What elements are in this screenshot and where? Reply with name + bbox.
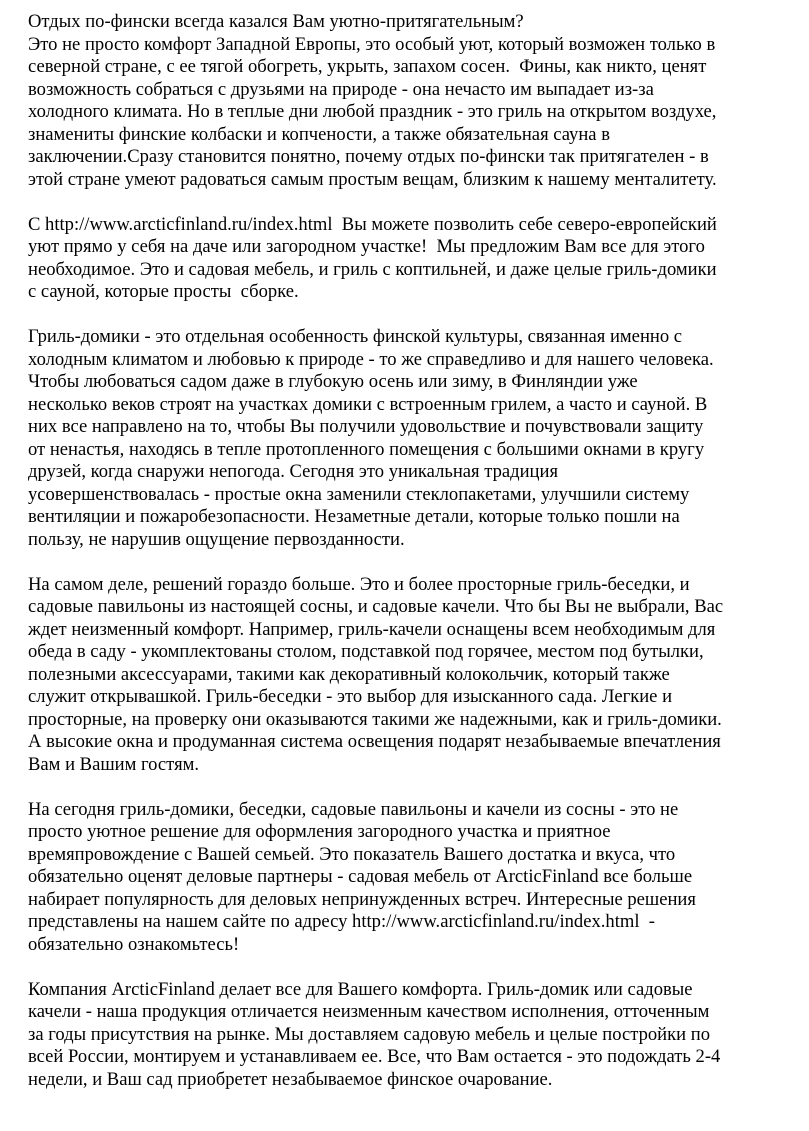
text-line: ждет неизменный комфорт. Например, гриль-качели оснащены всем необходимым для xyxy=(28,618,716,640)
paragraph xyxy=(28,979,788,1092)
paragraph-spacer xyxy=(28,191,788,214)
text-line: холодного климата. Но в теплые дни любой праздник - это гриль на открытом воздухе, xyxy=(28,101,717,122)
text-line: всей России, монтируем и устанавливаем ее. Все, что Вам остается - это подождать 2-4 xyxy=(28,1046,721,1067)
text-line: усовершенствовалась - простые окна заменили стеклопакетами, улучшили систему xyxy=(28,483,690,505)
text-line: обеда в саду - укомплектованы столом, подставкой под горячее, местом под бутылки, xyxy=(28,641,704,662)
text-line: недели, и Ваш сад приобретет незабываемое финское очарование. xyxy=(28,1068,553,1090)
text-line: На самом деле, решений гораздо больше. Это и более просторные гриль-беседки, и xyxy=(28,573,690,595)
text-line: знамениты финские колбаски и копчености, а также обязательная сауна в xyxy=(28,123,610,145)
text-line: за годы присутствия на рынке. Мы доставляем садовую мебель и целые постройки по xyxy=(28,1023,711,1045)
paragraph xyxy=(28,326,788,551)
text-line: Отдых по-фински всегда казался Вам уютно-притягательным? xyxy=(28,11,524,32)
text-line: заключении.Сразу становится понятно, почему отдых по-фински так притягателен - в xyxy=(28,146,709,167)
text-line: садовые павильоны из настоящей сосны, и садовые качели. Что бы Вы не выбрали, Вас xyxy=(28,596,724,617)
text-line: уют прямо у себя на даче или загородном участке! Мы предложим Вам все для этого xyxy=(28,236,705,257)
paragraph xyxy=(28,11,788,191)
text-line: набирает популярность для деловых непринужденных встреч. Интересные решения xyxy=(28,888,696,910)
paragraph-spacer xyxy=(28,956,788,979)
document-page xyxy=(28,11,788,1091)
text-line: от ненастья, находясь в тепле протопленного помещения с большими окнами в кругу xyxy=(28,438,705,460)
text-line: Вам и Вашим гостям. xyxy=(28,753,200,775)
text-line: необходимое. Это и садовая мебель, и гриль с коптильней, и даже целые гриль-домики xyxy=(28,258,717,280)
text-line: обязательно оценят деловые партнеры - садовая мебель от ArcticFinland все больше xyxy=(28,866,693,887)
text-line: Гриль-домики - это отдельная особенность финской культуры, связанная именно с xyxy=(28,326,683,347)
text-line: друзей, когда снаружи непогода. Сегодня это уникальная традиция xyxy=(28,461,559,482)
paragraph-spacer xyxy=(28,776,788,799)
text-line: пользу, не нарушив ощущение первозданности. xyxy=(28,528,405,550)
text-line: Компания ArcticFinland делает все для Вашего комфорта. Гриль-домик или садовые xyxy=(28,978,693,1000)
text-line: обязательно ознакомьтесь! xyxy=(28,933,240,955)
text-line: времяпровождение с Вашей семьей. Это показатель Вашего достатка и вкуса, что xyxy=(28,843,676,865)
text-line: этой стране умеют радоваться самым простым вещам, близким к нашему менталитету. xyxy=(28,168,717,190)
paragraph-spacer xyxy=(28,304,788,327)
text-line: представлены на нашем сайте по адресу http://www.arcticfinland.ru/index.html - xyxy=(28,911,655,932)
text-line: просто уютное решение для оформления загородного участка и приятное xyxy=(28,821,611,842)
text-line: Это не просто комфорт Западной Европы, это особый уют, который возможен только в xyxy=(28,33,716,55)
text-line: северной стране, с ее тягой обогреть, укрыть, запахом сосен. Фины, как никто, ценят xyxy=(28,56,707,77)
paragraph xyxy=(28,214,788,304)
text-line: полезными аксессуарами, такими как декоративный колокольчик, который также xyxy=(28,663,670,685)
text-line: На сегодня гриль-домики, беседки, садовые павильоны и качели из сосны - это не xyxy=(28,798,679,820)
text-line: с сауной, которые просты сборке. xyxy=(28,281,299,302)
text-line: А высокие окна и продуманная система освещения подарят незабываемые впечатления xyxy=(28,731,721,752)
text-line: качели - наша продукция отличается неизменным качеством исполнения, отточенным xyxy=(28,1001,710,1022)
text-line: них все направлено на то, чтобы Вы получили удовольствие и почувствовали защиту xyxy=(28,416,704,437)
paragraph xyxy=(28,574,788,777)
text-line: несколько веков строят на участках домики с встроенным грилем, а часто и сауной. В xyxy=(28,393,708,415)
text-line: служит открывашкой. Гриль-беседки - это выбор для изысканного сада. Легкие и xyxy=(28,686,673,707)
text-line: С http://www.arcticfinland.ru/index.html Вы можете позволить себе северо-европейский xyxy=(28,213,717,235)
text-line: возможность собраться с друзьями на природе - она нечасто им выпадает из-за xyxy=(28,78,654,100)
text-line: Чтобы любоваться садом даже в глубокую осень или зиму, в Финляндии уже xyxy=(28,371,638,392)
paragraph-spacer xyxy=(28,551,788,574)
text-line: холодным климатом и любовью к природе - то же справедливо и для нашего человека. xyxy=(28,348,714,370)
paragraph xyxy=(28,799,788,957)
text-line: вентиляции и пожаробезопасности. Незаметные детали, которые только пошли на xyxy=(28,506,680,527)
text-line: просторные, на проверку они оказываются такими же надежными, как и гриль-домики. xyxy=(28,708,722,730)
